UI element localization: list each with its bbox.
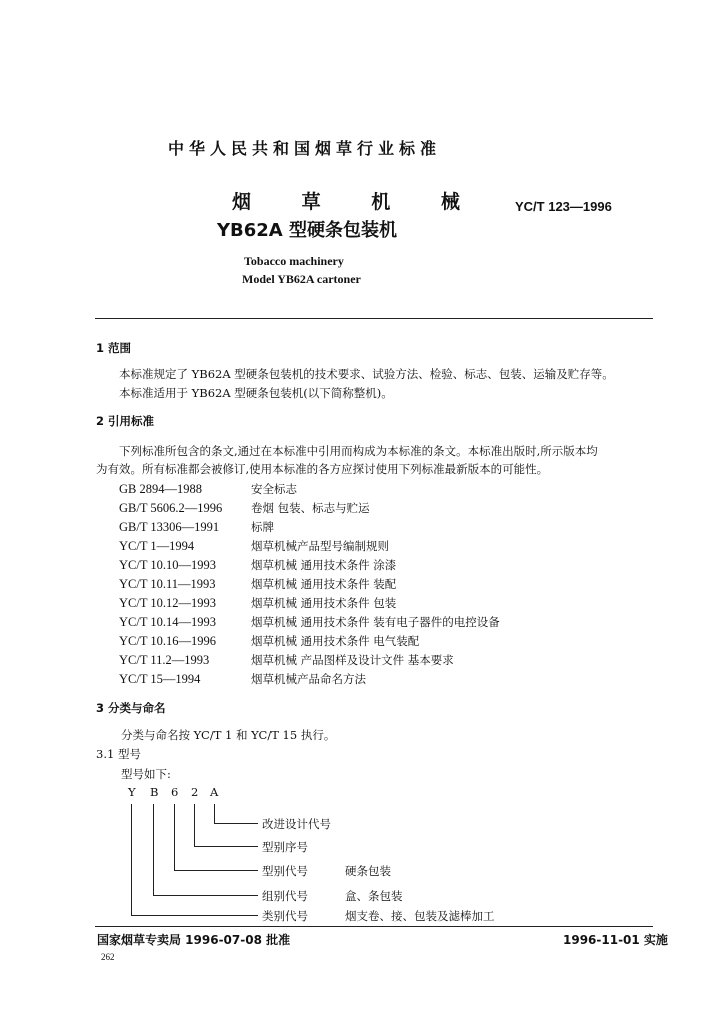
reference-title: 烟草机械产品型号编制规则: [251, 539, 389, 553]
section-3-heading: 3 分类与命名: [96, 701, 166, 715]
reference-title: 安全标志: [251, 482, 297, 496]
reference-code: YC/T 10.10—1993: [119, 558, 216, 572]
connector-line: [131, 915, 258, 916]
subsection-3-1-paragraph: 型号如下:: [121, 767, 171, 781]
model-letter: Y: [128, 785, 136, 799]
reference-code: YC/T 10.14—1993: [119, 615, 216, 629]
reference-item: [119, 595, 396, 611]
reference-title: 烟草机械 通用技术条件 包装: [251, 596, 397, 610]
page-number: 262: [101, 952, 115, 962]
header-rule: [95, 318, 653, 319]
connector-line: [214, 804, 215, 823]
model-letter: B: [150, 785, 159, 799]
reference-item: [119, 538, 389, 554]
connector-line: [174, 804, 175, 870]
english-title-line-2: Model YB62A cartoner: [242, 272, 361, 286]
reference-item: [119, 671, 366, 687]
approval-date: 国家烟草专卖局 1996-07-08 批准: [97, 933, 291, 947]
model-letter: 6: [171, 785, 179, 799]
title-line-1: 烟 草 机 械: [232, 191, 482, 213]
english-title-line-1: Tobacco machinery: [244, 254, 344, 268]
section-1-heading: 1 范围: [96, 341, 132, 355]
connector-line: [194, 804, 195, 846]
reference-title: 烟草机械 产品图样及设计文件 基本要求: [251, 653, 454, 667]
designation-label: 型别代号: [262, 864, 308, 878]
reference-item: [119, 614, 500, 630]
reference-code: YC/T 10.12—1993: [119, 596, 216, 610]
reference-item: [119, 576, 396, 592]
reference-code: YC/T 1—1994: [119, 539, 195, 553]
reference-title: 烟草机械 通用技术条件 电气装配: [251, 634, 420, 648]
footer-rule: [95, 926, 653, 927]
subsection-3-1-heading: 3.1 型号: [96, 747, 141, 761]
title-line-2: YB62A 型硬条包装机: [217, 220, 397, 241]
connector-line: [214, 823, 258, 824]
section-3-paragraph: 分类与命名按 YC/T 1 和 YC/T 15 执行。: [121, 728, 336, 742]
model-letter: 2: [191, 785, 199, 799]
connector-line: [153, 804, 154, 895]
connector-line: [174, 870, 258, 871]
reference-item: [119, 500, 370, 516]
section-2-paragraph-line-1: 下列标准所包含的条文,通过在本标准中引用而构成为本标准的条文。本标准出版时,所示版本均: [119, 444, 598, 458]
section-2-paragraph-line-2: 为有效。所有标准都会被修订,使用本标准的各方应探讨使用下列标准最新版本的可能性。: [96, 462, 549, 476]
reference-code: YC/T 10.11—1993: [119, 577, 216, 591]
model-letter: A: [210, 785, 219, 799]
designation-label: 型别序号: [262, 840, 308, 854]
designation-label: 类别代号: [262, 909, 308, 923]
connector-line: [194, 846, 258, 847]
reference-item: [119, 557, 396, 573]
designation-note: 烟支卷、接、包装及滤棒加工: [345, 909, 495, 923]
reference-code: YC/T 10.16—1996: [119, 634, 216, 648]
reference-title: 烟草机械 通用技术条件 装配: [251, 577, 397, 591]
section-1-paragraph-2: 本标准适用于 YB62A 型硬条包装机(以下简称整机)。: [119, 386, 393, 400]
reference-title: 烟草机械 通用技术条件 装有电子器件的电控设备: [251, 615, 500, 629]
reference-item: [119, 633, 419, 649]
reference-item: [119, 652, 454, 668]
designation-label: 改进设计代号: [262, 817, 331, 831]
designation-note: 硬条包装: [345, 864, 391, 878]
reference-code: GB/T 13306—1991: [119, 520, 220, 534]
reference-code: GB/T 5606.2—1996: [119, 501, 223, 515]
reference-code: YC/T 11.2—1993: [119, 653, 210, 667]
effective-date: 1996-11-01 实施: [563, 933, 668, 947]
reference-title: 烟草机械产品命名方法: [251, 672, 366, 686]
reference-item: [119, 519, 274, 535]
reference-code: YC/T 15—1994: [119, 672, 201, 686]
designation-note: 盒、条包装: [345, 889, 403, 903]
designation-label: 组别代号: [262, 889, 308, 903]
reference-item: [119, 481, 297, 497]
reference-code: GB 2894—1988: [119, 482, 202, 496]
connector-line: [131, 804, 132, 915]
section-2-heading: 2 引用标准: [96, 414, 155, 428]
reference-title: 标牌: [251, 520, 274, 534]
issuing-authority-header: 中华人民共和国烟草行业标准: [168, 139, 442, 158]
connector-line: [153, 895, 258, 896]
standard-number: YC/T 123—1996: [515, 199, 612, 214]
reference-title: 烟草机械 通用技术条件 涂漆: [251, 558, 397, 572]
reference-title: 卷烟 包装、标志与贮运: [251, 501, 370, 515]
section-1-paragraph-1: 本标准规定了 YB62A 型硬条包装机的技术要求、试验方法、检验、标志、包装、运输及贮存等。: [119, 367, 614, 381]
